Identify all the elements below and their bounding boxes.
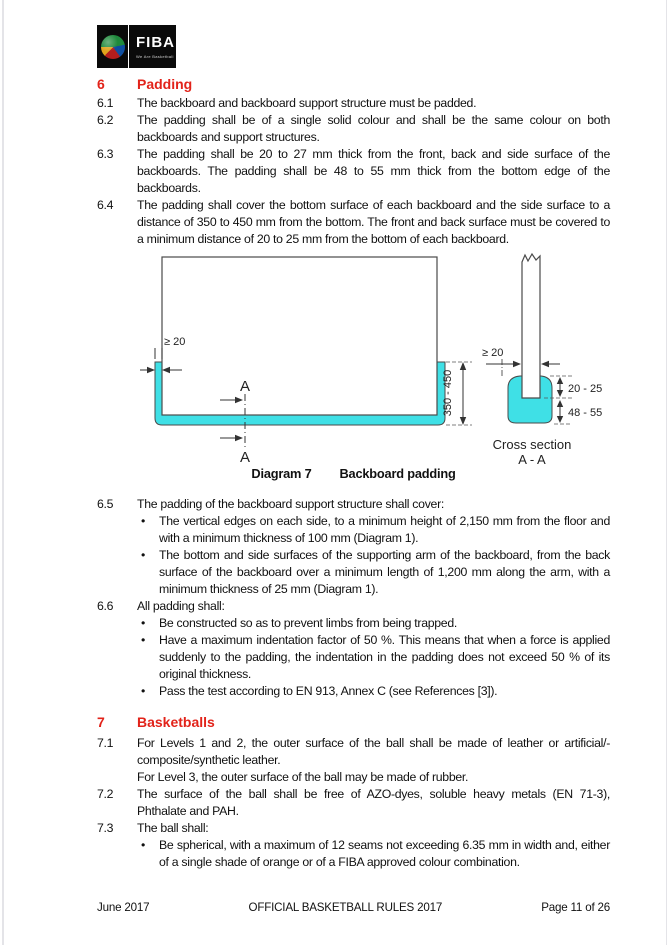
bullet-text: Be spherical, with a maximum of 12 seams not exceeding 6.35 mm in width and, either of a single shade of orange or of a FIBA approved colour combination. xyxy=(159,838,610,869)
clause-text: The backboard and backboard support structure must be padded. xyxy=(137,96,477,110)
bullet-6-5-1 xyxy=(97,513,610,547)
clause-6-4 xyxy=(97,197,610,248)
side-height-label: 350 - 450 xyxy=(442,369,454,417)
clause-text: The padding shall be 20 to 27 mm thick from the front, back and side surface of the backboards. The padding shall be 48 to 55 mm thick from the bottom edge of the backboards. xyxy=(137,147,610,195)
bullet-text: Pass the test according to EN 913, Annex C (see References [3]). xyxy=(159,684,498,698)
clause-number: 6.4 xyxy=(97,198,114,212)
bullet-text: Have a maximum indentation factor of 50 %. This means that when a force is applied suddenly to the padding, the indentation in the padding does not exceed 50 % of its original thickness. xyxy=(159,633,610,681)
section-letter-top: A xyxy=(239,378,251,395)
cross-section-caption-aa: A - A xyxy=(518,452,546,467)
clause-number: 7.2 xyxy=(97,787,114,801)
clause-6-6 xyxy=(97,598,610,615)
cross-section-caption: Cross section xyxy=(492,437,572,452)
clause-text: The ball shall: xyxy=(137,821,209,835)
backboard-outline xyxy=(162,257,437,415)
clause-paragraph: For Levels 1 and 2, the outer surface of the ball shall be made of leather or artificial/-composite/synthetic leather. xyxy=(137,736,610,767)
diagram-caption xyxy=(97,466,610,481)
fiba-tagline: We Are Basketball xyxy=(136,53,174,59)
bullet-7-3-1 xyxy=(97,837,610,871)
clause-number: 6.2 xyxy=(97,113,114,127)
section-letter-bottom: A xyxy=(239,449,251,466)
footer-page-number: Page 11 of 26 xyxy=(541,901,610,914)
page-left-edge xyxy=(2,0,4,945)
footer-date: June 2017 xyxy=(97,901,150,914)
clause-text: The padding shall cover the bottom surface of each backboard and the side surface to a distance of 350 to 450 mm from the bottom. The front and back surface must be covered to a minimum distance of 20 to 25 mm from the bottom of each backboard. xyxy=(137,198,610,246)
diagram-caption-title: Backboard padding xyxy=(339,466,456,481)
clause-number: 7.3 xyxy=(97,821,114,835)
bullet-6-6-3 xyxy=(97,683,610,700)
page-right-edge xyxy=(666,0,667,945)
clause-number: 6.1 xyxy=(97,96,114,110)
section-6-heading xyxy=(97,76,610,93)
clause-6-2 xyxy=(97,112,610,146)
clause-7-2 xyxy=(97,786,610,820)
clause-text xyxy=(137,735,610,786)
front-thickness-label: ≥ 20 xyxy=(164,336,186,348)
bullet-text: The vertical edges on each side, to a minimum height of 2,150 mm from the floor and with a minimum thickness of 100 mm (Diagram 1). xyxy=(159,514,610,545)
bullet-marker: • xyxy=(141,838,146,852)
board-cross-section xyxy=(522,254,540,398)
clause-text: The padding of the backboard support structure shall cover: xyxy=(137,497,444,511)
clause-text: The padding shall be of a single solid colour and shall be the same colour on both backboards and support structures. xyxy=(137,113,610,144)
front-view xyxy=(140,257,472,466)
clause-number: 6.6 xyxy=(97,599,114,613)
cs-thickness-label: ≥ 20 xyxy=(482,347,504,359)
clause-text: The surface of the ball shall be free of AZO-dyes, soluble heavy metals (EN 71-3), Phthalate and PAH. xyxy=(137,787,610,818)
clause-7-3 xyxy=(97,820,610,837)
cross-section-view xyxy=(482,254,602,467)
bullet-text: The bottom and side surfaces of the supporting arm of the backboard, from the back surface of the backboard over a minimum length of 1,200 mm along the arm, with a minimum thickness of 25 mm (Diagram 1). xyxy=(159,548,610,596)
clause-number: 7.1 xyxy=(97,736,114,750)
bullet-text: Be constructed so as to prevent limbs from being trapped. xyxy=(159,616,458,630)
clause-6-1 xyxy=(97,95,610,112)
bullet-6-5-2 xyxy=(97,547,610,598)
clause-number: 6.5 xyxy=(97,497,114,511)
section-title: Padding xyxy=(137,76,193,92)
fiba-brand-text: FIBA xyxy=(136,33,175,51)
cs-bottom-label: 48 - 55 xyxy=(568,407,603,419)
bullet-marker: • xyxy=(141,616,146,630)
bullet-marker: • xyxy=(141,514,146,528)
clause-7-1 xyxy=(97,735,610,786)
fiba-logo xyxy=(97,25,176,68)
section-number: 7 xyxy=(97,714,105,730)
diagram-caption-label: Diagram 7 xyxy=(251,466,312,481)
clause-paragraph: For Level 3, the outer surface of the ball may be made of rubber. xyxy=(137,770,469,784)
footer-title: OFFICIAL BASKETBALL RULES 2017 xyxy=(248,901,443,914)
bullet-marker: • xyxy=(141,633,146,647)
cs-front-label: 20 - 25 xyxy=(568,383,603,395)
section-7-heading xyxy=(97,714,610,731)
page-footer xyxy=(97,901,610,914)
bullet-marker: • xyxy=(141,548,146,562)
clause-text: All padding shall: xyxy=(137,599,225,613)
clause-6-3 xyxy=(97,146,610,197)
section-number: 6 xyxy=(97,76,105,92)
diagram-7-backboard-padding xyxy=(140,248,630,468)
bullet-marker: • xyxy=(141,684,146,698)
clause-number: 6.3 xyxy=(97,147,114,161)
clause-6-5 xyxy=(97,496,610,513)
section-title: Basketballs xyxy=(137,714,215,730)
bullet-6-6-2 xyxy=(97,632,610,683)
bullet-6-6-1 xyxy=(97,615,610,632)
fiba-globe-icon xyxy=(97,25,129,68)
